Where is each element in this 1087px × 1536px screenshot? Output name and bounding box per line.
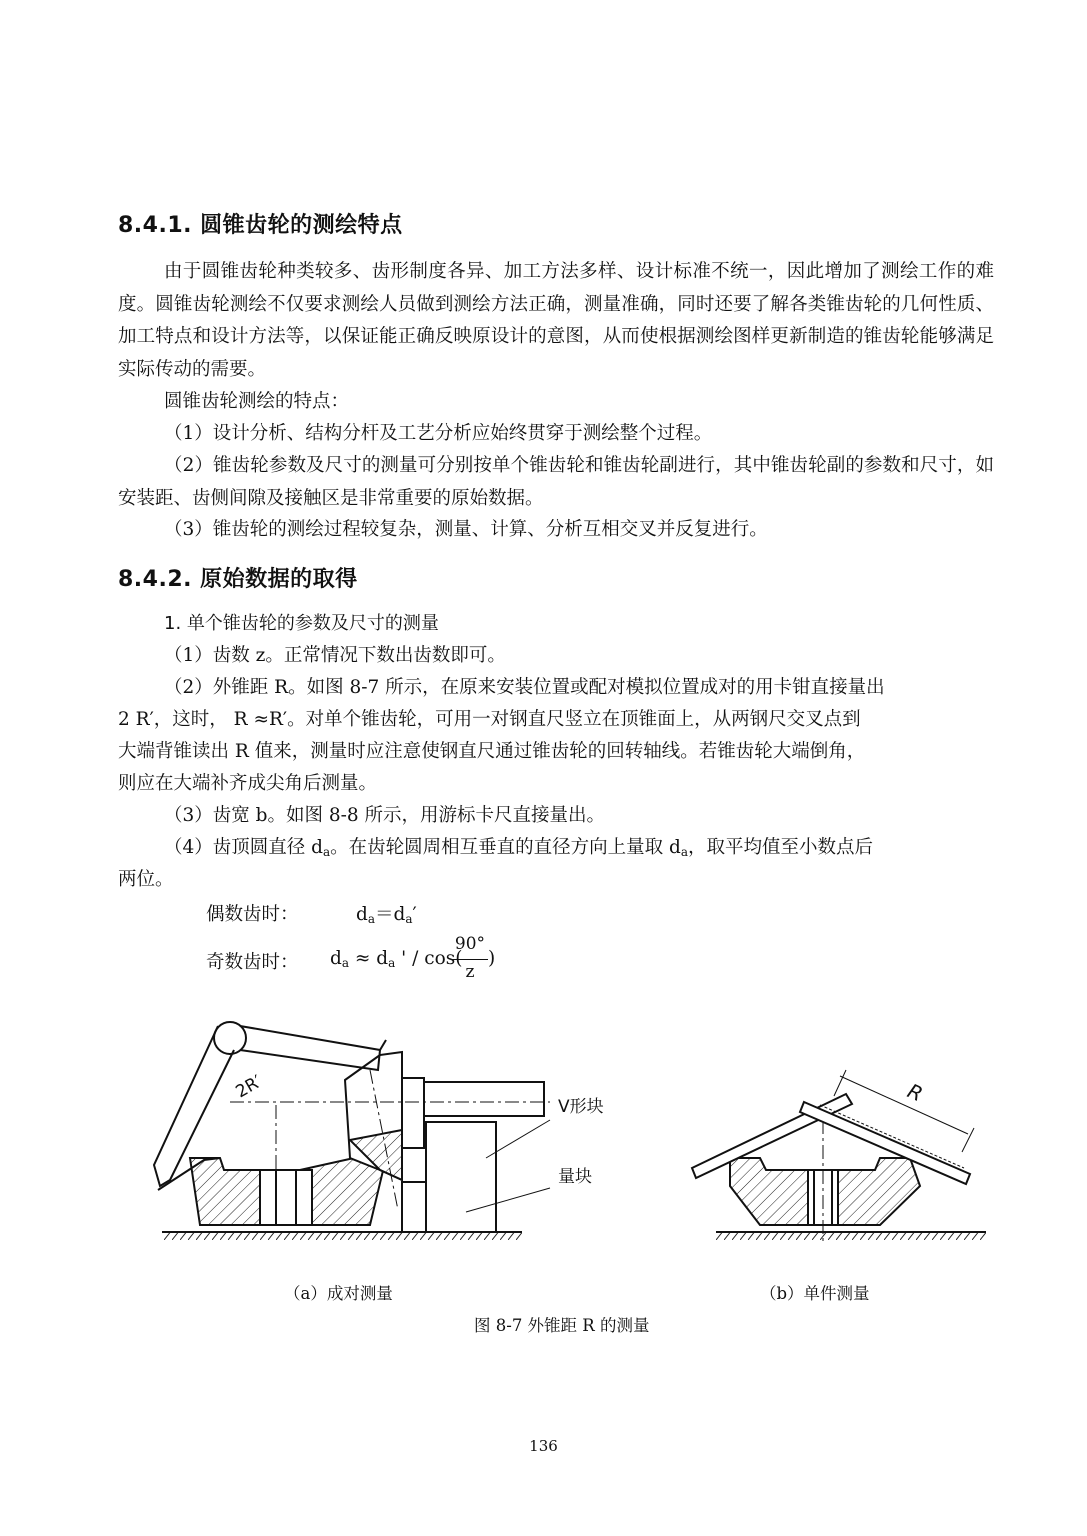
subscript-a: a (323, 845, 331, 859)
measure-item-2-line-2 (118, 704, 861, 736)
text-average: ，取平均值至小数点后 (688, 837, 874, 858)
caption-b: （b）单件测量 (760, 1284, 870, 1303)
feature-item-3: （3）锥齿轮的测绘过程较复杂，测量、计算、分析互相交叉并反复进行。 (164, 519, 768, 540)
formula-odd-d: d (330, 948, 342, 969)
subscript-a: a (388, 956, 396, 970)
features-intro: 圆锥齿轮测绘的特点： (164, 391, 350, 412)
formula-odd-close: ) (488, 948, 496, 969)
section-heading-8-4-1: 8.4.1. 圆锥齿轮的测绘特点 (118, 213, 403, 238)
text-tip-diameter: （4）齿顶圆直径 d (164, 837, 323, 858)
formula-odd-numerator: 90° (454, 934, 486, 954)
figure-b-single (692, 1070, 986, 1242)
formula-fraction-bar (452, 959, 488, 960)
paragraph-intro: 由于圆锥齿轮种类较多、齿形制度各异、加工方法多样、设计标准不统一，因此增加了测绘工作的难度。圆锥齿轮测绘不仅要求测绘人员做到测绘方法正确，测量准确，同时还要了解各类锥齿轮的几何性质、加工特点和设计方法等，以保证能正确反映原设计的意图，从而使根据测绘图样更新制造的锥齿轮能够满足实际传动的需要。 (118, 261, 994, 380)
text-measure-da: 。在齿轮圆周相互垂直的直径方向上量取 d (330, 837, 681, 858)
formula-even-eq: ＝d (375, 904, 406, 925)
text-r-prime-rest: R′。对单个锥齿轮，可用一对钢直尺竖立在顶锥面上，从两钢尺交叉点到 (269, 709, 861, 730)
measure-item-3: （3）齿宽 b。如图 8-8 所示，用游标卡尺直接量出。 (164, 805, 606, 826)
formula-odd-denominator: z (465, 962, 475, 982)
measure-item-4-line-1 (164, 832, 873, 868)
approx-symbol: ≈ (253, 709, 269, 730)
feature-item-1: （1）设计分析、结构分杆及工艺分析应始终贯穿于测绘整个过程。 (164, 423, 713, 444)
measure-item-4-line-2: 两位。 (118, 869, 174, 890)
section-heading-8-4-2: 8.4.2. 原始数据的取得 (118, 567, 358, 592)
formula-even-prime: ′ (412, 904, 417, 925)
feature-item-2: （2）锥齿轮参数及尺寸的测量可分别按单个锥齿轮和锥齿轮副进行，其中锥齿轮副的参数和尺寸，如安装距、齿侧间隙及接触区是非常重要的原始数据。 (118, 455, 994, 509)
subscript-a: a (405, 912, 413, 926)
figure-8-7-drawing (140, 1010, 1000, 1260)
measure-item-2-line-1: （2）外锥距 R。如图 8-7 所示，在原来安装位置或配对模拟位置成对的用卡钳直接量出 (164, 677, 885, 698)
label-r: R (903, 1078, 927, 1107)
formula-odd-cos: ' / cos( (395, 948, 463, 969)
formula-odd (330, 948, 462, 970)
subscript-a: a (367, 912, 375, 926)
label-gauge-block: 量块 (558, 1167, 592, 1187)
measure-item-2-line-3: 大端背锥读出 R 值来，测量时应注意使钢直尺通过锥齿轮的回转轴线。若锥齿轮大端倒角， (118, 741, 866, 762)
caption-a: （a）成对测量 (284, 1284, 393, 1303)
figure-title: 图 8-7 外锥距 R 的测量 (474, 1316, 650, 1335)
subsection-single-gear: 1. 单个锥齿轮的参数及尺寸的测量 (164, 613, 439, 634)
formula-even-label: 偶数齿时： (206, 904, 299, 925)
formula-odd-approx: ≈ d (349, 948, 389, 969)
subscript-a: a (680, 845, 689, 859)
measure-item-2-line-4: 则应在大端补齐成尖角后测量。 (118, 773, 378, 794)
subscript-a: a (341, 956, 349, 970)
label-2r-prime: 2R′ (232, 1071, 266, 1103)
formula-even (356, 900, 417, 926)
page-number: 136 (529, 1437, 558, 1455)
formula-odd-label: 奇数齿时： (206, 952, 299, 973)
figure-a-paired (154, 1022, 550, 1240)
formula-even-d: d (356, 904, 368, 925)
text-2r-prime: 2 R′，这时， R (118, 709, 254, 730)
measure-item-1: （1）齿数 z。正常情况下数出齿数即可。 (164, 645, 506, 666)
label-v-block: V形块 (558, 1097, 604, 1117)
